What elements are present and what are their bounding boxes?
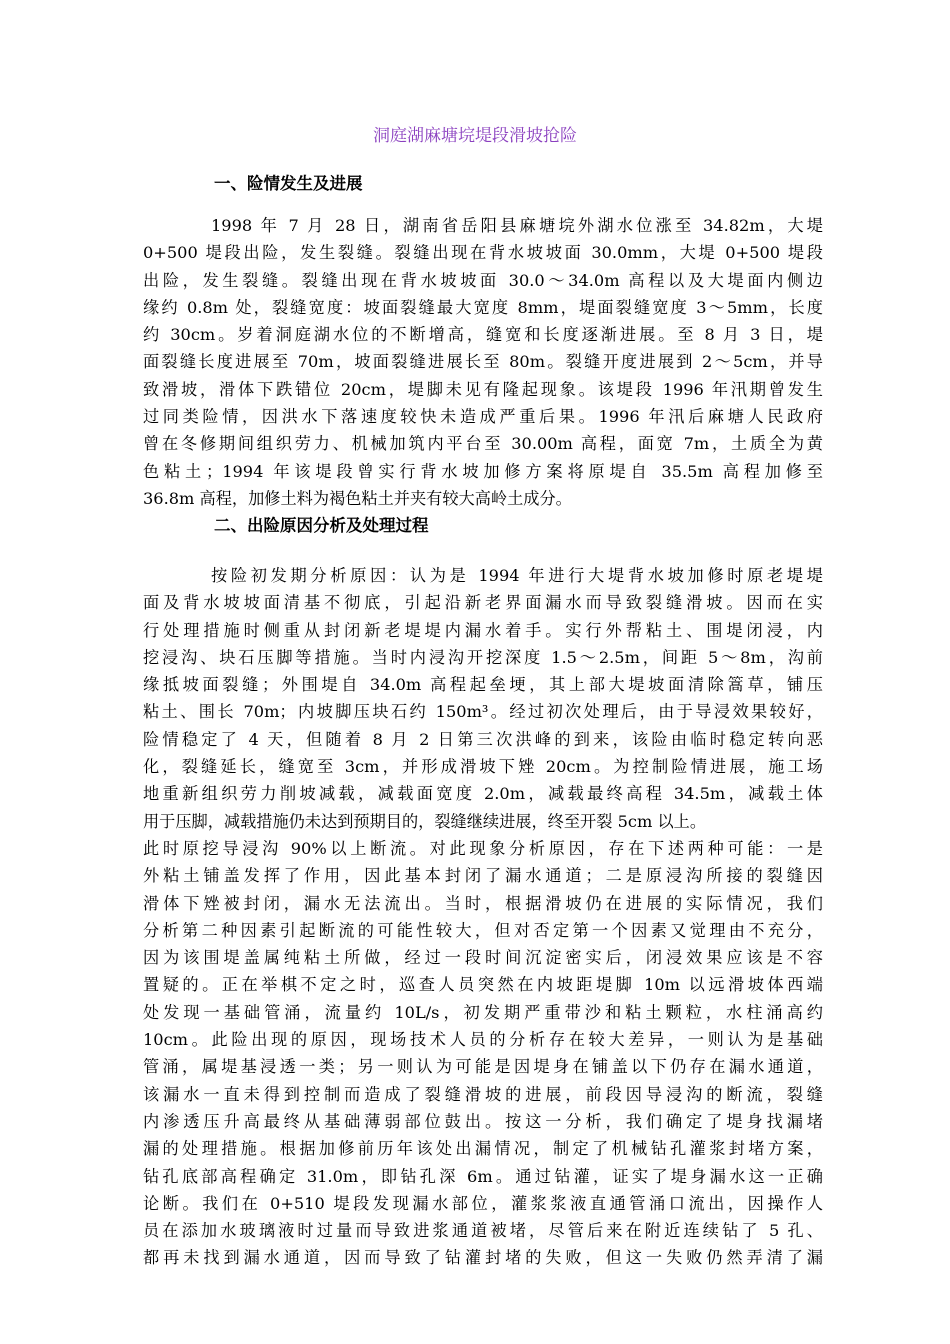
paragraph-line: 用于压脚，减载措施仍未达到预期目的，裂缝继续进展，终至开裂 5cm 以上。 bbox=[143, 811, 707, 831]
paragraph-line: 都再未找到漏水通道，因而导致了钻灌封堵的失败，但这一失败仍然弄清了漏 bbox=[143, 1248, 823, 1268]
paragraph-line: 按险初发期分析原因：认为是 1994 年进行大堤背水坡加修时原老堤堤 bbox=[211, 566, 823, 585]
section-2-paragraph bbox=[143, 562, 823, 1272]
document-title: 洞庭湖麻塘垸堤段滑坡抢险 bbox=[373, 126, 577, 146]
paragraph-line: 缘约 0.8m 处，裂缝宽度：坡面裂缝最大宽度 8mm，堤面裂缝宽度 3～5mm，长度 bbox=[143, 297, 823, 317]
paragraph-line: 论断。我们在 0+510 堤段发现漏水部位，灌浆浆液直通管涌口流出，因操作人 bbox=[143, 1193, 823, 1213]
paragraph-line: 处发现一基础管涌，流量约 10L/s，初发期严重带沙和粘土颗粒，水柱涌高约 bbox=[143, 1002, 823, 1022]
paragraph-line: 置疑的。正在举棋不定之时，巡查人员突然在内坡距堤脚 10m 以远滑坡体西端 bbox=[143, 975, 823, 995]
paragraph-line: 面及背水坡坡面清基不彻底，引起沿新老界面漏水而导致裂缝滑坡。因而在实 bbox=[143, 593, 823, 613]
paragraph-line: 外粘土铺盖发挥了作用，因此基本封闭了漏水通道；二是原浸沟所接的裂缝因 bbox=[143, 866, 823, 886]
paragraph-line: 地重新组织劳力削坡减载，减载面宽度 2.0m，减载最终高程 34.5m，减载土体 bbox=[143, 784, 823, 804]
paragraph-line: 险情稳定了 4 天，但随着 8 月 2 日第三次洪峰的到来，该险由临时稳定转向恶 bbox=[143, 729, 823, 749]
paragraph-line: 过同类险情，因洪水下落速度较快未造成严重后果。1996 年汛后麻塘人民政府 bbox=[143, 407, 823, 427]
paragraph-line: 漏的处理措施。根据加修前历年该处出漏情况，制定了机械钻孔灌浆封堵方案， bbox=[143, 1139, 823, 1159]
paragraph-line: 约 30cm。岁着洞庭湖水位的不断增高，缝宽和长度逐渐进展。至 8 月 3 日，堤 bbox=[143, 325, 823, 345]
paragraph-line: 曾在冬修期间组织劳力、机械加筑内平台至 30.00m 高程，面宽 7m，土质全为黄 bbox=[143, 434, 823, 454]
paragraph-line: 因为该围堤盖属纯粘土所做，经过一段时间沉淀密实后，闭浸效果应该是不容 bbox=[143, 948, 823, 968]
paragraph-line: 致滑坡，滑体下跌错位 20cm，堤脚未见有隆起现象。该堤段 1996 年汛期曾发生 bbox=[143, 379, 823, 399]
paragraph-line: 挖浸沟、块石压脚等措施。当时内浸沟开挖深度 1.5～2.5m，间距 5～8m，沟前 bbox=[143, 647, 823, 667]
paragraph-line: 行处理措施时侧重从封闭新老堤堤内漏水着手。实行外帮粘土、围堤闭浸，内 bbox=[143, 620, 823, 640]
paragraph-line: 0+500 堤段出险，发生裂缝。裂缝出现在背水坡坡面 30.0mm，大堤 0+500 堤段 bbox=[143, 243, 823, 263]
paragraph-line: 钻孔底部高程确定 31.0m，即钻孔深 6m。通过钻灌，证实了堤身漏水这一正确 bbox=[143, 1166, 823, 1186]
paragraph-line: 10cm。此险出现的原因，现场技术人员的分析存在较大差异，一则认为是基础 bbox=[143, 1030, 823, 1050]
paragraph-line: 粘土、围长 70m；内坡脚压块石约 150m³。经过初次处理后，由于导浸效果较好， bbox=[143, 702, 823, 722]
paragraph-line: 色粘土；1994 年该堤段曾实行背水坡加修方案将原堤自 35.5m 高程加修至 bbox=[143, 461, 823, 481]
paragraph-line: 化，裂缝延长，缝宽至 3cm，并形成滑坡下矬 20cm。为控制险情进展，施工场 bbox=[143, 757, 823, 777]
paragraph-line: 此时原挖导浸沟 90%以上断流。对此现象分析原因，存在下述两种可能：一是 bbox=[143, 838, 823, 858]
section-heading-1: 一、险情发生及进展 bbox=[214, 174, 363, 193]
paragraph-line: 36.8m 高程，加修土料为褐色粘土并夹有较大高岭土成分。 bbox=[143, 488, 572, 508]
paragraph-line: 该漏水一直未得到控制而造成了裂缝滑坡的进展，前段因导浸沟的断流，裂缝 bbox=[143, 1084, 823, 1104]
section-1-paragraph bbox=[143, 212, 823, 512]
paragraph-line: 内渗透压升高最终从基础薄弱部位鼓出。按这一分析，我们确定了堤身找漏堵 bbox=[143, 1111, 823, 1131]
paragraph-line: 出险，发生裂缝。裂缝出现在背水坡坡面 30.0～34.0m 高程以及大堤面内侧边 bbox=[143, 270, 823, 290]
paragraph-line: 1998 年 7 月 28 日，湖南省岳阳县麻塘垸外湖水位涨至 34.82m，大堤 bbox=[211, 216, 823, 235]
paragraph-line: 分析第二种因素引起断流的可能性较大，但对否定第一个因素又觉理由不充分， bbox=[143, 920, 823, 940]
paragraph-line: 员在添加水玻璃液时过量而导致进浆通道被堵，尽管后来在附近连续钻了 5 孔、 bbox=[143, 1221, 823, 1241]
section-heading-2: 二、出险原因分析及处理过程 bbox=[214, 516, 429, 535]
paragraph-line: 缘抵坡面裂缝；外围堤自 34.0m 高程起垒埂，其上部大堤坡面清除篙草，铺压 bbox=[143, 675, 823, 695]
paragraph-line: 面裂缝长度进展至 70m，坡面裂缝进展长至 80m。裂缝开度进展到 2～5cm，并导 bbox=[143, 352, 823, 372]
paragraph-line: 滑体下矬被封闭，漏水无法流出。当时，根据滑坡仍在进展的实际情况，我们 bbox=[143, 893, 823, 913]
paragraph-line: 管涌，属堤基浸透一类；另一则认为可能是因堤身在铺盖以下仍存在漏水通道， bbox=[143, 1057, 823, 1077]
